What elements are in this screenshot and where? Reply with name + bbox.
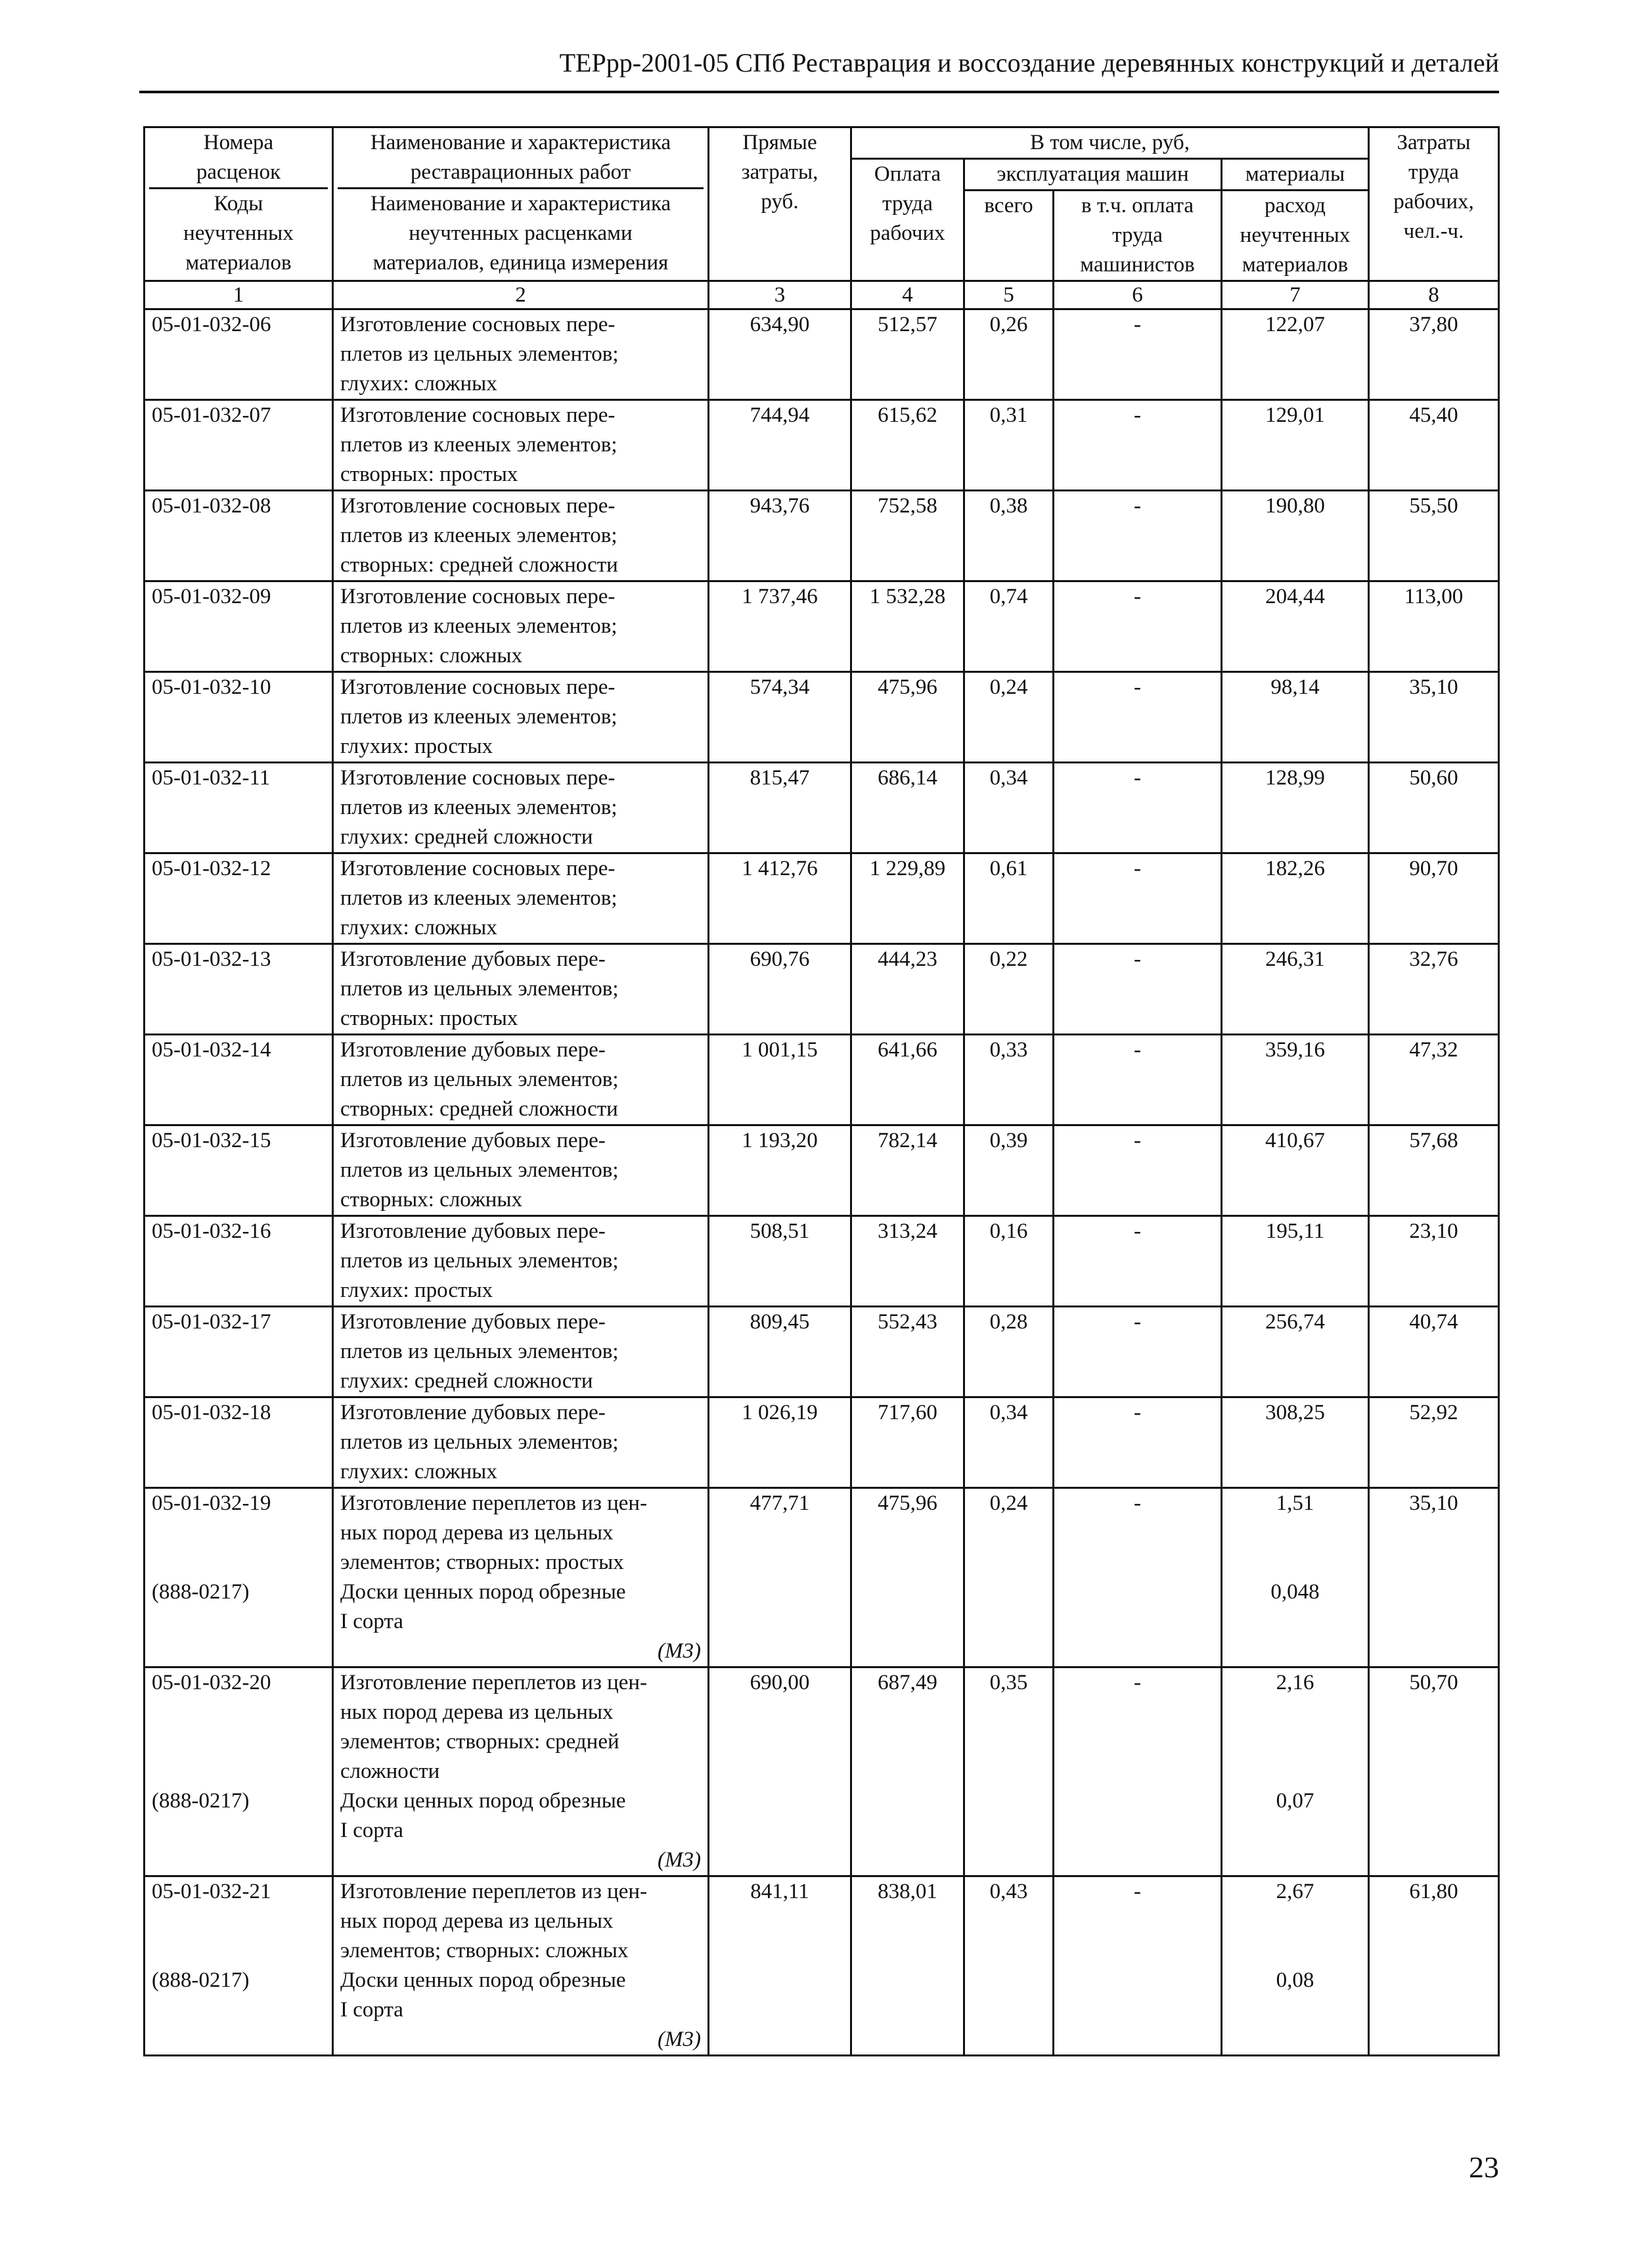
rate-description-cell <box>333 1216 709 1307</box>
machines-total: 0,43 <box>964 1876 1054 2056</box>
material-code: (888-0217) <box>152 1580 250 1604</box>
description-line: Изготовление сосновых пере- <box>340 313 616 336</box>
description-line: плетов из клееных элементов; <box>340 705 617 729</box>
description-line: элементов; створных: сложных <box>340 1939 629 1962</box>
description-line: Изготовление переплетов из цен- <box>340 1491 648 1515</box>
materials-value: 1,51 <box>1276 1491 1314 1515</box>
material-amount: 0,07 <box>1276 1789 1314 1813</box>
materials-cell <box>1222 309 1369 400</box>
description-line: плетов из клееных элементов; <box>340 614 617 638</box>
labor-costs: 512,57 <box>851 309 964 400</box>
rate-code-cell <box>145 581 333 672</box>
col3-header: Прямые затраты, руб. <box>709 127 851 281</box>
column-number: 8 <box>1369 281 1499 309</box>
direct-costs: 841,11 <box>709 1876 851 2056</box>
material-description-line: Доски ценных пород обрезные <box>340 1789 626 1813</box>
description-line: Изготовление дубовых пере- <box>340 1401 606 1424</box>
materials-cell <box>1222 491 1369 581</box>
direct-costs: 690,00 <box>709 1667 851 1876</box>
rate-code: 05-01-032-12 <box>152 857 271 880</box>
labor-costs: 752,58 <box>851 491 964 581</box>
direct-costs: 1 026,19 <box>709 1397 851 1488</box>
table-row <box>145 1216 1499 1307</box>
description-line: глухих: сложных <box>340 916 497 940</box>
description-line: Изготовление дубовых пере- <box>340 1038 606 1062</box>
description-line: Изготовление сосновых пере- <box>340 403 616 427</box>
labor-hours: 50,60 <box>1369 763 1499 853</box>
table-row <box>145 1035 1499 1125</box>
rate-code-cell <box>145 1397 333 1488</box>
material-amount: 0,08 <box>1276 1968 1314 1992</box>
col4-header: Оплата труда рабочих <box>851 159 964 281</box>
description-line: Изготовление дубовых пере- <box>340 947 606 971</box>
table-row <box>145 763 1499 853</box>
rate-code: 05-01-032-14 <box>152 1038 271 1062</box>
operators-pay: - <box>1054 581 1222 672</box>
col6-header: в т.ч. оплата труда машинистов <box>1054 191 1222 281</box>
document-title: ТЕРрр-2001-05 СПб Реставрация и воссоздание деревянных конструкций и деталей <box>559 48 1499 78</box>
material-code: (888-0217) <box>152 1968 250 1992</box>
materials-value: 129,01 <box>1265 403 1325 427</box>
rate-code: 05-01-032-08 <box>152 494 271 518</box>
operators-pay: - <box>1054 1397 1222 1488</box>
column-number: 3 <box>709 281 851 309</box>
labor-hours: 52,92 <box>1369 1397 1499 1488</box>
labor-hours: 40,74 <box>1369 1307 1499 1397</box>
description-line: сложности <box>340 1759 440 1783</box>
materials-cell <box>1222 1125 1369 1216</box>
material-code: (888-0217) <box>152 1789 250 1813</box>
description-line: Изготовление переплетов из цен- <box>340 1671 648 1694</box>
labor-hours: 47,32 <box>1369 1035 1499 1125</box>
materials-value: 122,07 <box>1265 313 1325 336</box>
machines-total: 0,31 <box>964 400 1054 491</box>
materials-value: 128,99 <box>1265 766 1325 790</box>
rate-description-cell <box>333 400 709 491</box>
rate-description-cell <box>333 1488 709 1667</box>
materials-value: 359,16 <box>1265 1038 1325 1062</box>
direct-costs: 809,45 <box>709 1307 851 1397</box>
materials-cell <box>1222 672 1369 763</box>
description-line: плетов из цельных элементов; <box>340 1430 619 1454</box>
materials-cell <box>1222 1876 1369 2056</box>
col5-header: всего <box>964 191 1054 281</box>
rate-description-cell <box>333 1125 709 1216</box>
rate-code-cell <box>145 1216 333 1307</box>
rate-code: 05-01-032-13 <box>152 947 271 971</box>
labor-costs: 782,14 <box>851 1125 964 1216</box>
direct-costs: 574,34 <box>709 672 851 763</box>
description-line: глухих: простых <box>340 735 493 758</box>
direct-costs: 1 193,20 <box>709 1125 851 1216</box>
machines-total: 0,35 <box>964 1667 1054 1876</box>
rate-code-cell <box>145 1667 333 1876</box>
rates-table <box>143 126 1500 2056</box>
materials-value: 204,44 <box>1265 585 1325 608</box>
operators-pay: - <box>1054 1307 1222 1397</box>
material-unit: (М3) <box>658 2028 701 2051</box>
description-line: Изготовление дубовых пере- <box>340 1310 606 1334</box>
description-line: глухих: простых <box>340 1279 493 1302</box>
labor-costs: 615,62 <box>851 400 964 491</box>
rate-code: 05-01-032-11 <box>152 766 271 790</box>
operators-pay: - <box>1054 309 1222 400</box>
description-line: створных: средней сложности <box>340 553 618 577</box>
description-line: Изготовление переплетов из цен- <box>340 1880 648 1903</box>
page-number: 23 <box>1469 2150 1499 2184</box>
labor-costs: 444,23 <box>851 944 964 1035</box>
labor-hours: 37,80 <box>1369 309 1499 400</box>
description-line: плетов из клееных элементов; <box>340 796 617 819</box>
table-row <box>145 309 1499 400</box>
labor-costs: 687,49 <box>851 1667 964 1876</box>
direct-costs: 744,94 <box>709 400 851 491</box>
rate-code: 05-01-032-20 <box>152 1671 271 1694</box>
description-line: плетов из цельных элементов; <box>340 977 619 1001</box>
material-description-line: Доски ценных пород обрезные <box>340 1968 626 1992</box>
materials-value: 195,11 <box>1265 1219 1325 1243</box>
labor-hours: 32,76 <box>1369 944 1499 1035</box>
machines-total: 0,38 <box>964 491 1054 581</box>
description-line: плетов из цельных элементов; <box>340 1068 619 1091</box>
col1-header: Номера расценок Коды неучтенных материалов <box>145 127 333 281</box>
description-line: Изготовление сосновых пере- <box>340 585 616 608</box>
direct-costs: 1 001,15 <box>709 1035 851 1125</box>
description-line: элементов; створных: средней <box>340 1730 619 1754</box>
machines-total: 0,16 <box>964 1216 1054 1307</box>
materials-value: 2,67 <box>1276 1880 1314 1903</box>
table-row <box>145 1876 1499 2056</box>
direct-costs: 1 412,76 <box>709 853 851 944</box>
machines-header: эксплуатация машин <box>964 159 1222 191</box>
materials-cell <box>1222 853 1369 944</box>
rate-code-cell <box>145 672 333 763</box>
labor-costs: 475,96 <box>851 672 964 763</box>
rate-code-cell <box>145 491 333 581</box>
table-header <box>145 127 1499 309</box>
labor-hours: 55,50 <box>1369 491 1499 581</box>
direct-costs: 634,90 <box>709 309 851 400</box>
rate-description-cell <box>333 1876 709 2056</box>
operators-pay: - <box>1054 853 1222 944</box>
materials-value: 410,67 <box>1265 1129 1325 1152</box>
labor-hours: 50,70 <box>1369 1667 1499 1876</box>
material-description-line: I сорта <box>340 1819 403 1842</box>
rate-code: 05-01-032-16 <box>152 1219 271 1243</box>
table-row <box>145 400 1499 491</box>
materials-value: 182,26 <box>1265 857 1325 880</box>
operators-pay: - <box>1054 1488 1222 1667</box>
materials-cell <box>1222 763 1369 853</box>
column-number: 6 <box>1054 281 1222 309</box>
operators-pay: - <box>1054 1216 1222 1307</box>
operators-pay: - <box>1054 763 1222 853</box>
materials-cell <box>1222 581 1369 672</box>
rate-description-cell <box>333 1307 709 1397</box>
header-rule <box>139 91 1499 93</box>
materials-cell <box>1222 944 1369 1035</box>
material-description-line: I сорта <box>340 1998 403 2022</box>
machines-total: 0,39 <box>964 1125 1054 1216</box>
material-amount: 0,048 <box>1270 1580 1320 1604</box>
machines-total: 0,34 <box>964 763 1054 853</box>
col8-header: Затраты труда рабочих, чел.-ч. <box>1369 127 1499 281</box>
table-body <box>145 309 1499 2056</box>
direct-costs: 943,76 <box>709 491 851 581</box>
rate-code-cell <box>145 309 333 400</box>
labor-costs: 1 532,28 <box>851 581 964 672</box>
machines-total: 0,24 <box>964 672 1054 763</box>
machines-total: 0,33 <box>964 1035 1054 1125</box>
rate-code-cell <box>145 763 333 853</box>
materials-cell <box>1222 1307 1369 1397</box>
column-number: 4 <box>851 281 964 309</box>
materials-cell <box>1222 1035 1369 1125</box>
description-line: створных: средней сложности <box>340 1097 618 1121</box>
description-line: Изготовление сосновых пере- <box>340 766 616 790</box>
description-line: Изготовление сосновых пере- <box>340 675 616 699</box>
rate-description-cell <box>333 853 709 944</box>
table-row <box>145 491 1499 581</box>
rate-description-cell <box>333 672 709 763</box>
operators-pay: - <box>1054 672 1222 763</box>
labor-hours: 90,70 <box>1369 853 1499 944</box>
description-line: плетов из цельных элементов; <box>340 1158 619 1182</box>
rate-code-cell <box>145 944 333 1035</box>
rate-code: 05-01-032-21 <box>152 1880 271 1903</box>
rate-code-cell <box>145 1488 333 1667</box>
labor-hours: 45,40 <box>1369 400 1499 491</box>
rate-code-cell <box>145 853 333 944</box>
materials-cell <box>1222 1397 1369 1488</box>
materials-cell <box>1222 1667 1369 1876</box>
column-number: 5 <box>964 281 1054 309</box>
operators-pay: - <box>1054 944 1222 1035</box>
rate-code: 05-01-032-09 <box>152 585 271 608</box>
operators-pay: - <box>1054 1876 1222 2056</box>
description-line: плетов из клееных элементов; <box>340 524 617 547</box>
machines-total: 0,28 <box>964 1307 1054 1397</box>
table-row <box>145 1488 1499 1667</box>
description-line: ных пород дерева из цельных <box>340 1909 614 1933</box>
rate-code-cell <box>145 400 333 491</box>
operators-pay: - <box>1054 1125 1222 1216</box>
rate-code: 05-01-032-15 <box>152 1129 271 1152</box>
materials-value: 2,16 <box>1276 1671 1314 1694</box>
rate-description-cell <box>333 309 709 400</box>
description-line: глухих: средней сложности <box>340 825 593 849</box>
direct-costs: 508,51 <box>709 1216 851 1307</box>
rate-description-cell <box>333 1035 709 1125</box>
description-line: плетов из цельных элементов; <box>340 1340 619 1363</box>
materials-value: 246,31 <box>1265 947 1325 971</box>
labor-hours: 35,10 <box>1369 672 1499 763</box>
description-line: глухих: сложных <box>340 372 497 396</box>
labor-hours: 61,80 <box>1369 1876 1499 2056</box>
rate-description-cell <box>333 1397 709 1488</box>
description-line: ных пород дерева из цельных <box>340 1700 614 1724</box>
machines-total: 0,74 <box>964 581 1054 672</box>
description-line: створных: сложных <box>340 1188 523 1212</box>
column-number: 1 <box>145 281 333 309</box>
rate-description-cell <box>333 1667 709 1876</box>
rate-code: 05-01-032-07 <box>152 403 271 427</box>
table-row <box>145 1307 1499 1397</box>
description-line: створных: сложных <box>340 644 523 668</box>
rate-code: 05-01-032-10 <box>152 675 271 699</box>
rate-code: 05-01-032-06 <box>152 313 271 336</box>
rate-description-cell <box>333 763 709 853</box>
labor-costs: 838,01 <box>851 1876 964 2056</box>
rate-code: 05-01-032-18 <box>152 1401 271 1424</box>
material-unit: (М3) <box>658 1639 701 1663</box>
materials-cell <box>1222 1488 1369 1667</box>
material-unit: (М3) <box>658 1848 701 1872</box>
operators-pay: - <box>1054 1667 1222 1876</box>
rate-code: 05-01-032-19 <box>152 1491 271 1515</box>
direct-costs: 690,76 <box>709 944 851 1035</box>
description-line: Изготовление дубовых пере- <box>340 1129 606 1152</box>
description-line: створных: простых <box>340 1007 518 1030</box>
materials-value: 98,14 <box>1270 675 1320 699</box>
description-line: Изготовление сосновых пере- <box>340 857 616 880</box>
direct-costs: 1 737,46 <box>709 581 851 672</box>
machines-total: 0,61 <box>964 853 1054 944</box>
description-line: глухих: средней сложности <box>340 1369 593 1393</box>
machines-total: 0,26 <box>964 309 1054 400</box>
labor-hours: 23,10 <box>1369 1216 1499 1307</box>
material-description-line: I сорта <box>340 1610 403 1633</box>
column-numbers-row <box>145 281 1499 309</box>
rate-description-cell <box>333 491 709 581</box>
rate-code-cell <box>145 1035 333 1125</box>
material-description-line: Доски ценных пород обрезные <box>340 1580 626 1604</box>
column-number: 7 <box>1222 281 1369 309</box>
direct-costs: 815,47 <box>709 763 851 853</box>
table-row <box>145 672 1499 763</box>
description-line: плетов из цельных элементов; <box>340 1249 619 1273</box>
description-line: глухих: сложных <box>340 1460 497 1484</box>
table-row <box>145 853 1499 944</box>
description-line: плетов из клееных элементов; <box>340 886 617 910</box>
materials-value: 308,25 <box>1265 1401 1325 1424</box>
direct-costs: 477,71 <box>709 1488 851 1667</box>
materials-value: 256,74 <box>1265 1310 1325 1334</box>
rate-code-cell <box>145 1307 333 1397</box>
table-row <box>145 1397 1499 1488</box>
description-line: ных пород дерева из цельных <box>340 1521 614 1545</box>
operators-pay: - <box>1054 1035 1222 1125</box>
col2-header: Наименование и характеристика реставрационных работ Наименование и характеристика неучтенных расценками материалов, единица измерения <box>333 127 709 281</box>
machines-total: 0,24 <box>964 1488 1054 1667</box>
table-row <box>145 581 1499 672</box>
col7-header: расход неучтенных материалов <box>1222 191 1369 281</box>
rate-code: 05-01-032-17 <box>152 1310 271 1334</box>
labor-costs: 1 229,89 <box>851 853 964 944</box>
description-line: Изготовление дубовых пере- <box>340 1219 606 1243</box>
table-row <box>145 944 1499 1035</box>
labor-costs: 641,66 <box>851 1035 964 1125</box>
labor-hours: 113,00 <box>1369 581 1499 672</box>
description-line: створных: простых <box>340 463 518 486</box>
description-line: элементов; створных: простых <box>340 1551 624 1574</box>
labor-costs: 475,96 <box>851 1488 964 1667</box>
labor-costs: 717,60 <box>851 1397 964 1488</box>
rate-code-cell <box>145 1876 333 2056</box>
operators-pay: - <box>1054 400 1222 491</box>
rate-description-cell <box>333 944 709 1035</box>
rate-code-cell <box>145 1125 333 1216</box>
description-line: плетов из клееных элементов; <box>340 433 617 457</box>
labor-costs: 313,24 <box>851 1216 964 1307</box>
labor-costs: 552,43 <box>851 1307 964 1397</box>
materials-header: материалы <box>1222 159 1369 191</box>
machines-total: 0,22 <box>964 944 1054 1035</box>
operators-pay: - <box>1054 491 1222 581</box>
description-line: плетов из цельных элементов; <box>340 342 619 366</box>
labor-hours: 57,68 <box>1369 1125 1499 1216</box>
column-number: 2 <box>333 281 709 309</box>
group-header: В том числе, руб, <box>851 127 1369 159</box>
labor-costs: 686,14 <box>851 763 964 853</box>
machines-total: 0,34 <box>964 1397 1054 1488</box>
materials-cell <box>1222 1216 1369 1307</box>
description-line: Изготовление сосновых пере- <box>340 494 616 518</box>
materials-value: 190,80 <box>1265 494 1325 518</box>
table-row <box>145 1667 1499 1876</box>
labor-hours: 35,10 <box>1369 1488 1499 1667</box>
materials-cell <box>1222 400 1369 491</box>
rate-description-cell <box>333 581 709 672</box>
table-row <box>145 1125 1499 1216</box>
